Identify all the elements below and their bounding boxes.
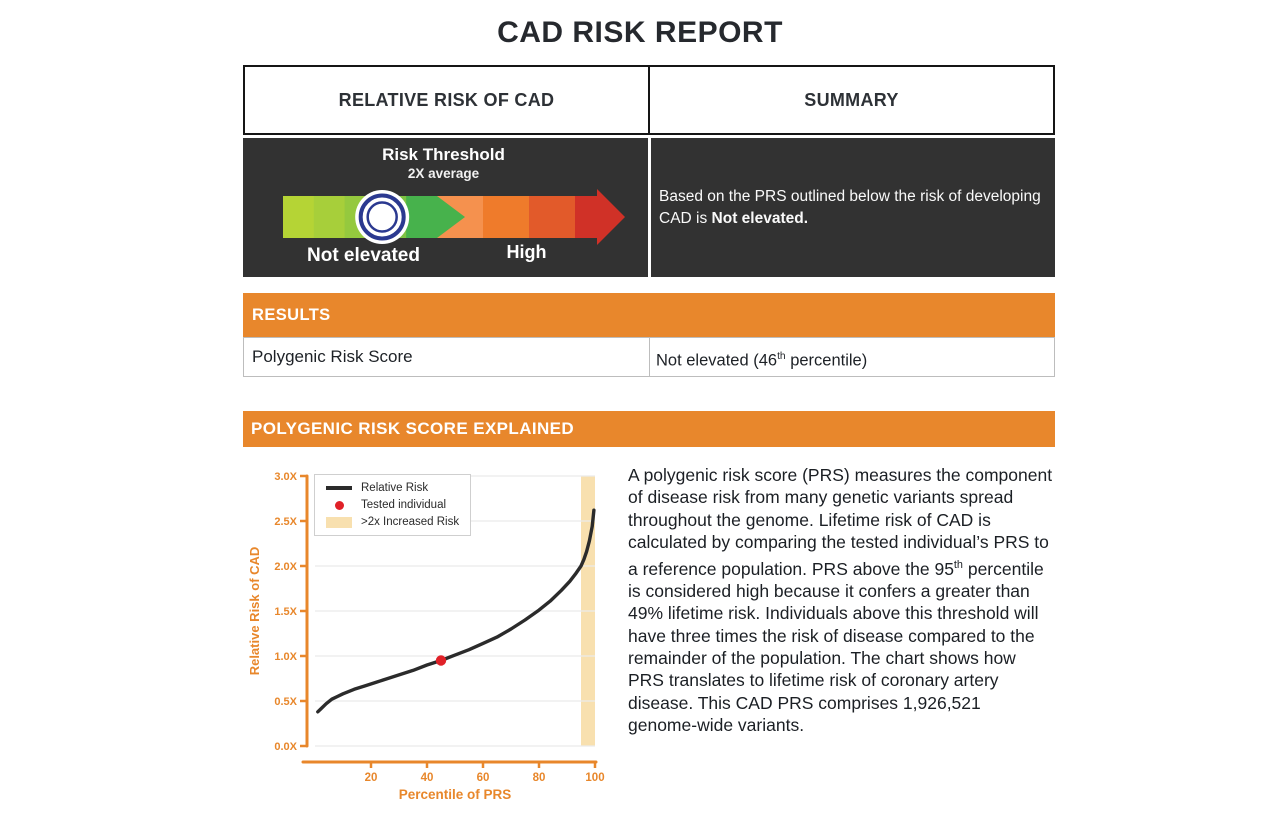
explained-section <box>243 411 1055 812</box>
results-header: RESULTS <box>243 293 1055 337</box>
results-row-value <box>650 338 1054 376</box>
svg-text:2.5X: 2.5X <box>274 516 297 528</box>
legend-item-increased-risk <box>326 516 459 528</box>
explained-paragraph <box>628 464 1054 737</box>
summary-text <box>659 186 1051 229</box>
explained-paragraph-part2: percentile is considered high because it confers a greater than 49% lifetime risk. Individuals above this threshold will have three times the risk of disease compared to the remainder of the population. The chart shows how PRS translates to lifetime risk of coronary artery disease. This CAD PRS comprises 1,926,521 genome-wide variants. <box>628 558 1044 736</box>
svg-text:Relative Risk of CAD: Relative Risk of CAD <box>247 546 262 676</box>
svg-text:1.0X: 1.0X <box>274 651 297 663</box>
results-section <box>243 293 1055 377</box>
page-title: CAD RISK REPORT <box>497 16 783 49</box>
explained-body <box>243 447 1055 812</box>
results-value-superscript: th <box>777 351 786 362</box>
gauge-title: Risk Threshold <box>382 144 505 164</box>
legend-band-label: >2x Increased Risk <box>361 516 460 528</box>
gauge-subtitle: 2X average <box>407 165 480 181</box>
legend-line-swatch <box>326 486 352 490</box>
legend-band-swatch <box>326 517 352 528</box>
risk-table-header-row <box>243 65 1055 135</box>
svg-text:100: 100 <box>585 772 605 784</box>
column-header-summary: SUMMARY <box>648 67 1053 133</box>
svg-text:1.5X: 1.5X <box>274 606 297 618</box>
results-row-label: Polygenic Risk Score <box>244 338 650 376</box>
risk-gauge-bar <box>279 185 629 249</box>
svg-text:2.0X: 2.0X <box>274 561 297 573</box>
legend-item-tested-individual <box>326 499 459 511</box>
svg-text:20: 20 <box>364 772 378 784</box>
svg-text:60: 60 <box>476 772 490 784</box>
legend-line-label: Relative Risk <box>361 482 429 494</box>
svg-text:3.0X: 3.0X <box>274 471 297 483</box>
risk-table-body-row <box>243 138 1055 277</box>
summary-text-normal: Based on the PRS outlined below the risk of developing CAD is <box>659 188 1041 227</box>
chart-legend <box>314 474 471 536</box>
explained-paragraph-part1: A polygenic risk score (PRS) measures the component of disease risk from many genetic variants spread throughout the genome. Lifetime risk of CAD is calculated by comparing the tested individual’s PRS to a reference population. PRS above the 95 <box>628 465 1053 579</box>
risk-summary-table <box>243 65 1055 277</box>
gauge-label-not-elevated: Not elevated <box>307 244 420 266</box>
prs-chart <box>243 460 608 808</box>
svg-text:40: 40 <box>420 772 434 784</box>
svg-text:80: 80 <box>532 772 546 784</box>
gauge-label-high: High <box>506 241 547 262</box>
svg-text:0.5X: 0.5X <box>274 696 297 708</box>
results-row <box>243 337 1055 377</box>
explained-header: POLYGENIC RISK SCORE EXPLAINED <box>243 411 1055 447</box>
summary-text-bold: Not elevated. <box>711 209 809 227</box>
legend-dot-label: Tested individual <box>361 499 447 511</box>
svg-text:0.0X: 0.0X <box>274 741 297 753</box>
legend-item-relative-risk <box>326 482 459 494</box>
svg-text:Percentile of PRS: Percentile of PRS <box>398 787 512 802</box>
column-header-relative-risk: RELATIVE RISK OF CAD <box>338 89 555 110</box>
legend-dot-swatch <box>335 501 344 510</box>
results-value-suffix: percentile) <box>785 351 868 370</box>
explained-paragraph-superscript: th <box>953 558 963 571</box>
relative-risk-cell <box>243 138 648 277</box>
summary-cell <box>651 138 1055 277</box>
results-value-prefix: Not elevated (46 <box>656 351 778 370</box>
risk-gauge <box>279 145 629 271</box>
